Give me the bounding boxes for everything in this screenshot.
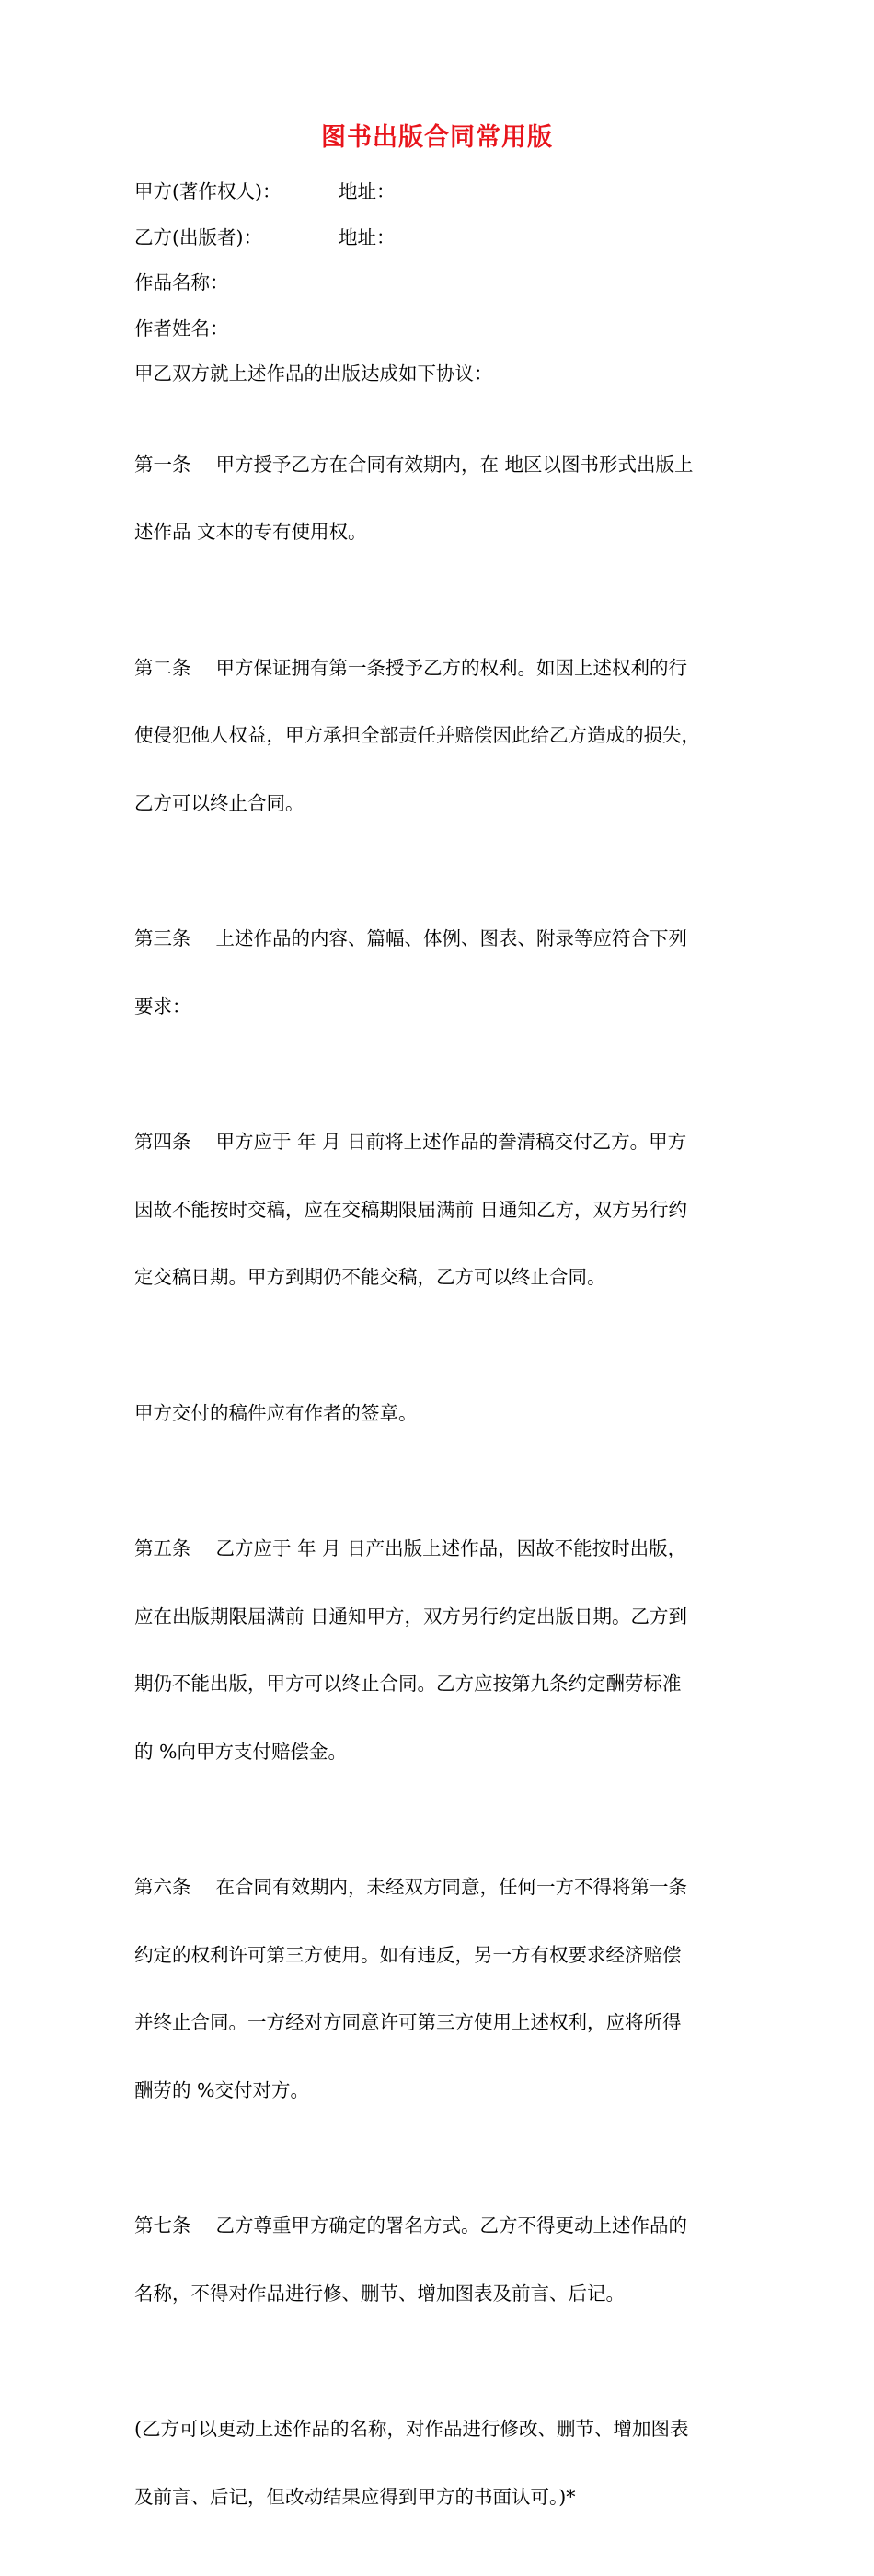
clause-line: 期仍不能出版，甲方可以终止合同。乙方应按第九条约定酬劳标准: [134, 1673, 682, 1695]
clause-4: [134, 1086, 749, 1334]
author-name-label: 作者姓名：: [134, 316, 229, 339]
clause-2: [134, 612, 749, 860]
work-name-label: 作品名称：: [134, 271, 229, 293]
clause-line: 第六条 在合同有效期内，未经双方同意，任何一方不得将第一条: [134, 1876, 688, 1898]
clause-line: 使侵犯他人权益，甲方承担全部责任并赔偿因此给乙方造成的损失，: [134, 724, 700, 746]
clause-line: 第一条 甲方授予乙方在合同有效期内，在 地区以图书形式出版上: [134, 453, 694, 476]
clause-line: 及前言、后记，但改动结果应得到甲方的书面认可。)*: [134, 2485, 576, 2508]
clause-line: 定交稿日期。甲方到期仍不能交稿，乙方可以终止合同。: [134, 1266, 606, 1288]
clause-line: 第五条 乙方应于 年 月 日产出版上述作品，因故不能按时出版，: [134, 1537, 687, 1559]
clause-line: 第三条 上述作品的内容、篇幅、体例、图表、附录等应符合下列: [134, 927, 688, 949]
clause-line: 要求：: [134, 995, 191, 1018]
clause-3: [134, 882, 749, 1063]
clause-6: [134, 1831, 749, 2146]
agreement-intro: 甲乙双方就上述作品的出版达成如下协议：: [134, 362, 493, 385]
party-b-label: 乙方(出版者)：: [134, 225, 262, 248]
clause-line: 第二条 甲方保证拥有第一条授予乙方的权利。如因上述权利的行: [134, 656, 688, 679]
clause-line: 并终止合同。一方经对方同意许可第三方使用上述权利，应将所得: [134, 2011, 682, 2033]
optional-clause-note: [134, 2373, 749, 2553]
clause-line: 甲方交付的稿件应有作者的签章。: [134, 1401, 418, 1424]
clause-1: [134, 408, 749, 589]
clause-line: 因故不能按时交稿，应在交稿期限届满前 日通知乙方，双方另行约: [134, 1198, 688, 1221]
clause-line: 约定的权利许可第三方使用。如有违反，另一方有权要求经济赔偿: [134, 1943, 682, 1966]
clause-line: 第四条 甲方应于 年 月 日前将上述作品的誊清稿交付乙方。甲方: [134, 1131, 687, 1153]
clause-5: [134, 1492, 749, 1808]
party-b-row: [134, 226, 749, 249]
clause-line: (乙方可以更动上述作品的名称，对作品进行修改、删节、增加图表: [134, 2418, 689, 2440]
party-a-label: 甲方(著作权人)：: [134, 180, 282, 202]
party-b-address-label: 地址：: [339, 225, 396, 248]
clause-line: 名称，不得对作品进行修、删节、增加图表及前言、后记。: [134, 2282, 625, 2305]
clause-line: 第七条 乙方尊重甲方确定的署名方式。乙方不得更动上述作品的: [134, 2214, 688, 2237]
clause-7: [134, 2169, 749, 2350]
clause-line: 应在出版期限届满前 日通知甲方，双方另行约定出版日期。乙方到: [134, 1604, 688, 1627]
manuscript-signature-note: [134, 1357, 749, 1470]
party-a-address-label: 地址：: [339, 180, 396, 202]
clause-line: 的 %向甲方支付赔偿金。: [134, 1740, 347, 1763]
party-a-row: [134, 180, 749, 203]
clause-line: 述作品 文本的专有使用权。: [134, 521, 367, 543]
document-title: 图书出版合同常用版: [321, 123, 553, 152]
clause-line: 乙方可以终止合同。: [134, 791, 305, 814]
clause-line: 酬劳的 %交付对方。: [134, 2078, 309, 2101]
document-body: [134, 180, 749, 2576]
